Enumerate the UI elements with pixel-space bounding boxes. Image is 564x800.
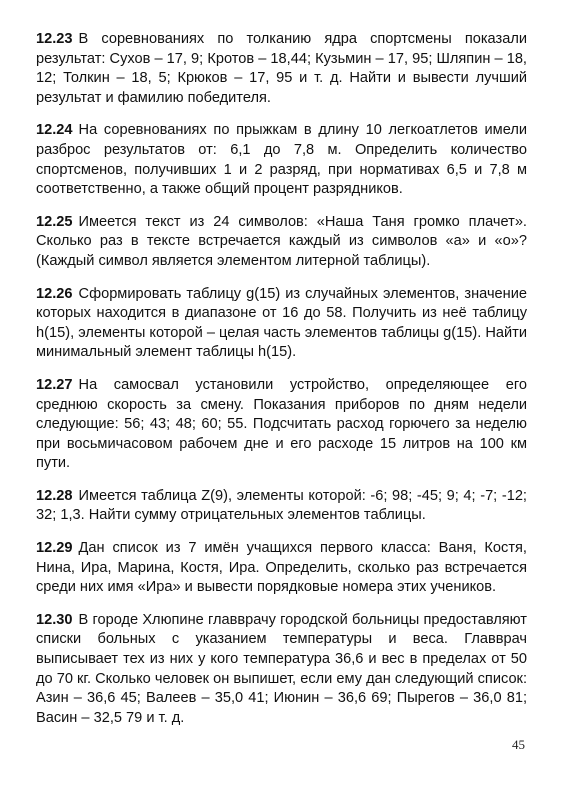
problem-number: 12.30 [36,611,73,628]
problem-number: 12.27 [36,376,73,393]
page-content [36,30,527,741]
problem-number: 12.25 [36,213,73,230]
problem-text: Имеется таблица Z(9), элементы которой: -6; 98; -45; 9; 4; -7; -12; 32; 1,3. Найти сумму отрицательных элементов таблицы. [36,487,527,524]
problem-12-26 [36,285,527,363]
problem-12-23 [36,30,527,108]
problem-text: В городе Хлюпине главврачу городской больницы предоставляют списки больных с указанием температуры и веса. Главврач выписывает тех из них у кого температура 36,6 и вес в пределах от 50 до 70 кг. Сколько человек он выпишет, если ему дан следующий список: Азин – 36,6 45; Валеев – 35,0 41; Июнин – 36,6 69; Пырегов – 36,0 81; Васин – 32,5 79 и т. д. [36,611,527,726]
problem-number: 12.23 [36,31,73,47]
problem-number: 12.28 [36,487,73,504]
problem-text: Имеется текст из 24 символов: «Наша Таня громко плачет». Сколько раз в тексте встречается каждый из символов «а» и «о»? (Каждый символ является элементом литерной таблицы). [36,213,527,269]
problem-text: В соревнованиях по толканию ядра спортсмены показали результат: Сухов – 17, 9; Кротов – 18,44; Кузьмин – 17, 95; Шляпин – 18, 12; Толкин – 18, 5; Крюков – 17, 95 и т. д. Найти и вывести лучший результат и фамилию победителя. [36,31,527,106]
problem-text: На соревнованиях по прыжкам в длину 10 легкоатлетов имели разброс результатов от: 6,1 до 7,8 м. Определить количество спортсменов, получивших 1 и 2 разряд, при нормативах 6,5 и 7,8 м соответственно, а также общий процент разрядников. [36,122,527,198]
problem-text: Сформировать таблицу g(15) из случайных элементов, значение которых находится в диапазоне от 16 до 58. Получить из неё таблицу h(15), элементы которой – целая часть элементов таблицы g(15). Найти минимальный элемент таблицы h(15). [36,285,527,361]
problem-number: 12.29 [36,540,73,557]
problem-12-25 [36,213,527,272]
problem-text: На самосвал установили устройство, определяющее его среднюю скорость за смену. Показания приборов по дням недели следующие: 56; 43; 48; 60; 55. Подсчитать расход горючего за неделю при восьмичасовом рабочем дне и его расходе 15 литров на 100 км пути. [36,376,527,472]
problem-number: 12.24 [36,122,73,139]
problem-12-24 [36,121,527,199]
problem-text: Дан список из 7 имён учащихся первого класса: Ваня, Костя, Нина, Ира, Марина, Костя, Ира. Определить, сколько раз встречается среди них имя «Ира» и вывести порядковые номера этих учеников. [36,540,527,596]
problem-12-30 [36,611,527,729]
problem-number: 12.26 [36,285,73,302]
problem-12-27 [36,376,527,474]
problem-12-28 [36,487,527,526]
problem-12-29 [36,539,527,598]
page-number: 45 [512,737,525,752]
